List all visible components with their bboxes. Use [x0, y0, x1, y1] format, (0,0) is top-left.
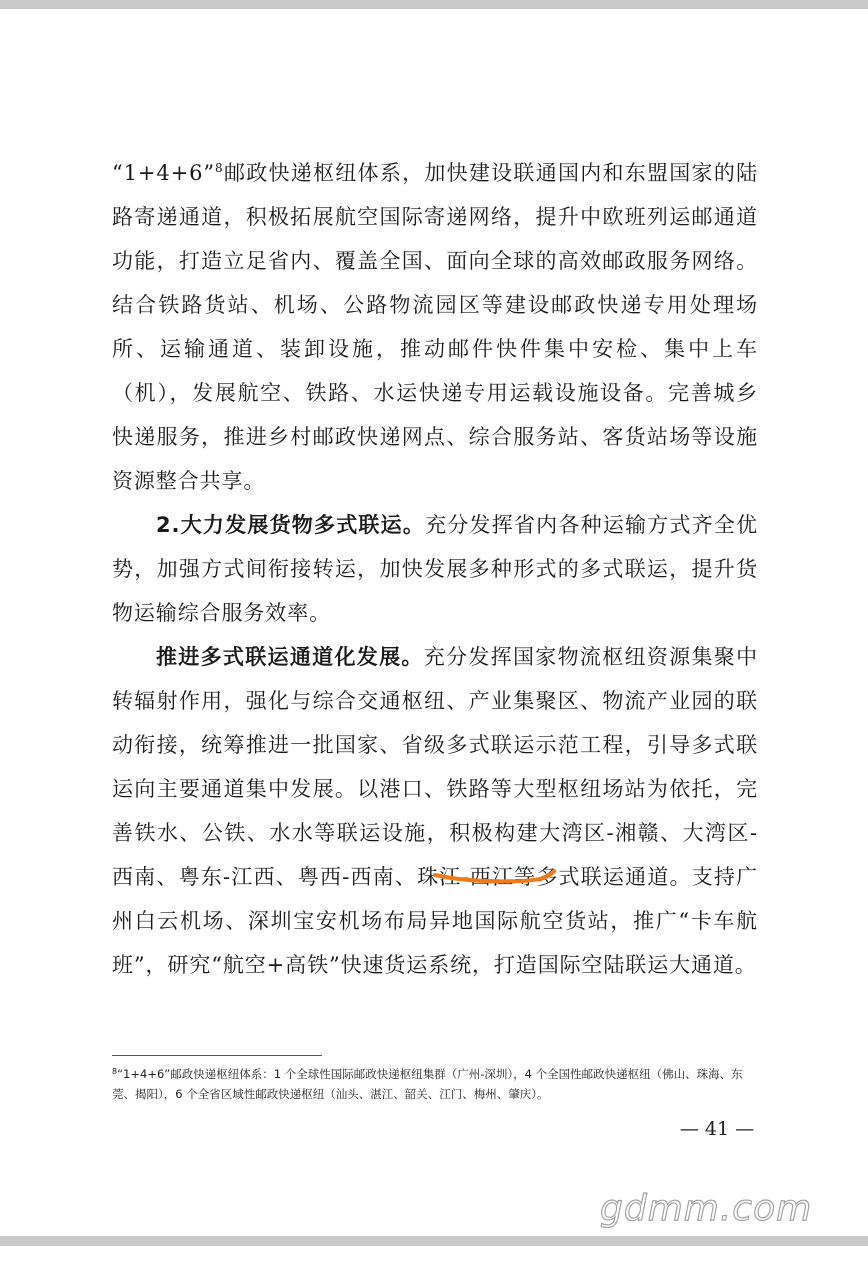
footnote-marker: 8 — [112, 1067, 118, 1076]
paragraph-text: 邮政快递枢纽体系，加快建设联通国内和东盟国家的陆路寄递通道，积极拓展航空国际寄递网络，提升中欧班列运邮通道功能，打造立足省内、覆盖全国、面向全球的高效邮政服务网络。结合铁路货站、机场、公路物流园区等建设邮政快递专用处理场所、运输通道、装卸设施，推动邮件快件集中安检、集中上车（机），发展航空、铁路、水运快递专用运载设施设备。完善城乡快递服务，推进乡村邮政快递网点、综合服务站、客货站场等设施资源整合共享。 — [112, 161, 758, 493]
hub-system-name: “1+4+6” — [112, 161, 216, 185]
footnote — [112, 1064, 762, 1104]
site-watermark: gdmm.com — [600, 1188, 813, 1229]
top-scan-band — [0, 0, 868, 9]
footnote-text: “1+4+6”邮政快递枢纽体系：1 个全球性国际邮政快递枢纽集群（广州-深圳），4 个全国性邮政快递枢纽（佛山、珠海、东莞、揭阳），6 个全省区域性邮政快递枢纽（汕头、湛江、韶关、江门、梅州、肇庆）。 — [112, 1067, 743, 1101]
paragraph-corridor — [112, 635, 758, 987]
section-heading: 推进多式联运通道化发展。 — [156, 645, 424, 669]
document-body — [112, 151, 758, 987]
footnote-divider — [112, 1055, 322, 1056]
bottom-scan-band — [0, 1236, 868, 1246]
footnote-reference[interactable]: 8 — [215, 161, 224, 175]
section-heading: 2.大力发展货物多式联运。 — [156, 513, 426, 537]
paragraph-multimodal — [112, 503, 758, 635]
paragraph-postal-hub — [112, 151, 758, 503]
paragraph-text: 充分发挥国家物流枢纽资源集聚中转辐射作用，强化与综合交通枢纽、产业集聚区、物流产业园的联动衔接，统筹推进一批国家、省级多式联运示范工程，引导多式联运向主要通道集中发展。以港口、铁路等大型枢纽场站为依托，完善铁水、公铁、水水等联运设施，积极构建大湾区-湘赣、大湾区-西南、粤东-江西、粤西-西南、珠江-西江等多式联运通道。支持广州白云机场、深圳宝安机场布局异地国际航空货站，推广“卡车航班”，研究“航空+高铁”快速货运系统，打造国际空陆联运大通道。 — [112, 645, 758, 977]
paragraph-text: 充分发挥省内各种运输方式齐全优势，加强方式间衔接转运，加快发展多种形式的多式联运，提升货物运输综合服务效率。 — [112, 513, 758, 625]
handwritten-underline-mark — [432, 867, 560, 889]
page-number: — 41 — — [679, 1118, 755, 1140]
bottom-margin — [0, 1246, 868, 1280]
